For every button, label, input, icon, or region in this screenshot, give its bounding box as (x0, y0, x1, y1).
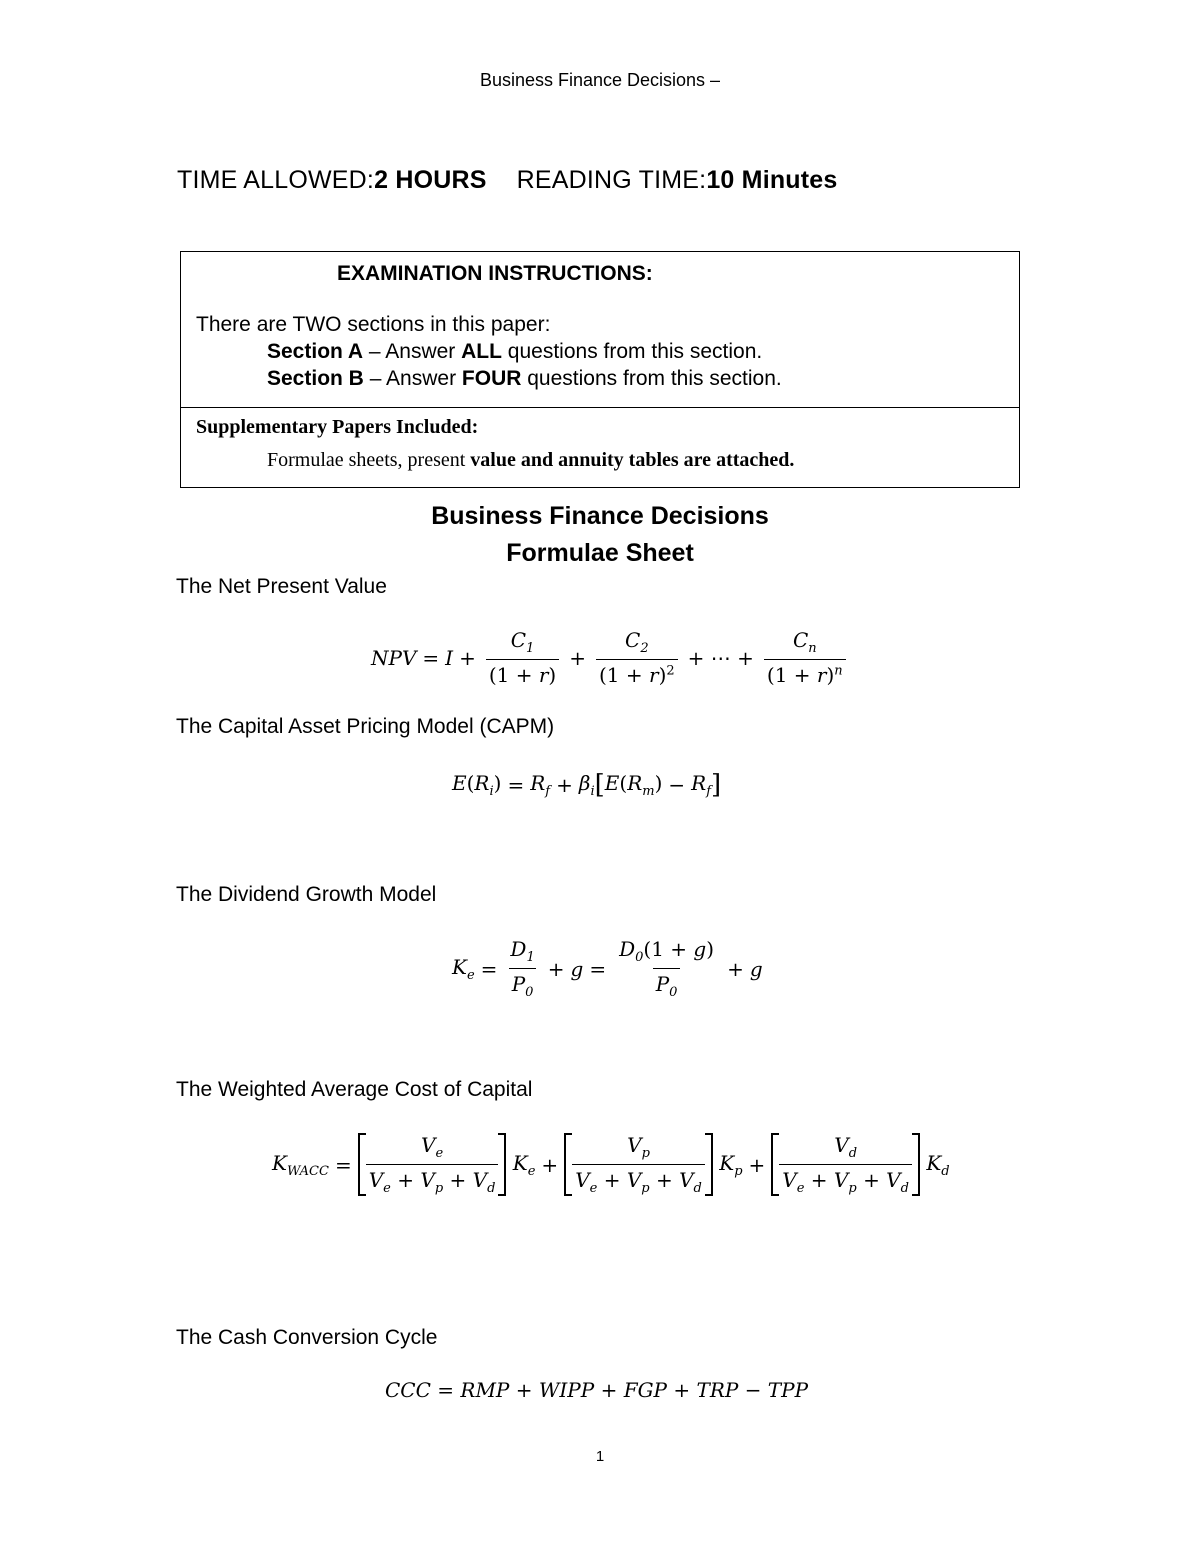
section-b-instruction: Section B – Answer FOUR questions from this section. (267, 367, 782, 390)
section-a-instruction: Section A – Answer ALL questions from this section. (267, 340, 763, 363)
wacc-formula: $K_{WACC}$ = $\frac{V_e}{V_e + V_p + V_d}$ $K_e$ + $\frac{V_p}{V_e + V_p + V_d}$ $K_p$ + $\frac{V_d}{V_e + V_p + V_d}$ $K_d$ (272, 1133, 950, 1196)
instructions-title: EXAMINATION INSTRUCTIONS: (337, 262, 653, 285)
capm-label: The Capital Asset Pricing Model (CAPM) (176, 715, 555, 738)
instructions-panel (181, 252, 1019, 408)
reading-time-value: 10 Minutes (706, 166, 838, 194)
time-allowed-line (177, 166, 838, 195)
sheet-subtitle: Formulae Sheet (506, 539, 694, 567)
time-allowed-value: 2 HOURS (374, 166, 487, 194)
instructions-box (180, 251, 1020, 488)
dgm-label: The Dividend Growth Model (176, 883, 437, 906)
time-allowed-label: TIME ALLOWED: (177, 166, 375, 194)
supplementary-title: Supplementary Papers Included: (196, 416, 479, 438)
npv-label: The Net Present Value (176, 575, 387, 598)
sections-intro: There are TWO sections in this paper: (196, 313, 551, 336)
npv-formula: NPV = I + $\frac{C_1}{(1 + r)}$ + $\frac{C_2}{(1 + r)^2}$ + ⋯ + $\frac{C_n}{(1 + r)^n}$ (371, 628, 850, 687)
dgm-formula: $K_e$ = $\frac{D_1}{P_0}$ + g = $\frac{D_0(1 + g)}{P_0}$ + g (452, 937, 763, 1000)
ccc-formula: CCC = RMP + WIPP + FGP + TRP − TPP (385, 1378, 809, 1402)
supplementary-text: Formulae sheets, present value and annuity tables are attached. (267, 449, 795, 471)
capm-formula: $E(R_i)$ = $R_f$ + $\beta_i$ [ $E(R_m)$ − $R_f$ ] (452, 770, 722, 800)
sheet-title: Business Finance Decisions (431, 502, 769, 530)
running-header: Business Finance Decisions – (479, 70, 721, 90)
ccc-label: The Cash Conversion Cycle (176, 1326, 438, 1349)
wacc-label: The Weighted Average Cost of Capital (176, 1078, 533, 1101)
reading-time-label: READING TIME: (516, 166, 707, 194)
page-number: 1 (595, 1448, 605, 1465)
